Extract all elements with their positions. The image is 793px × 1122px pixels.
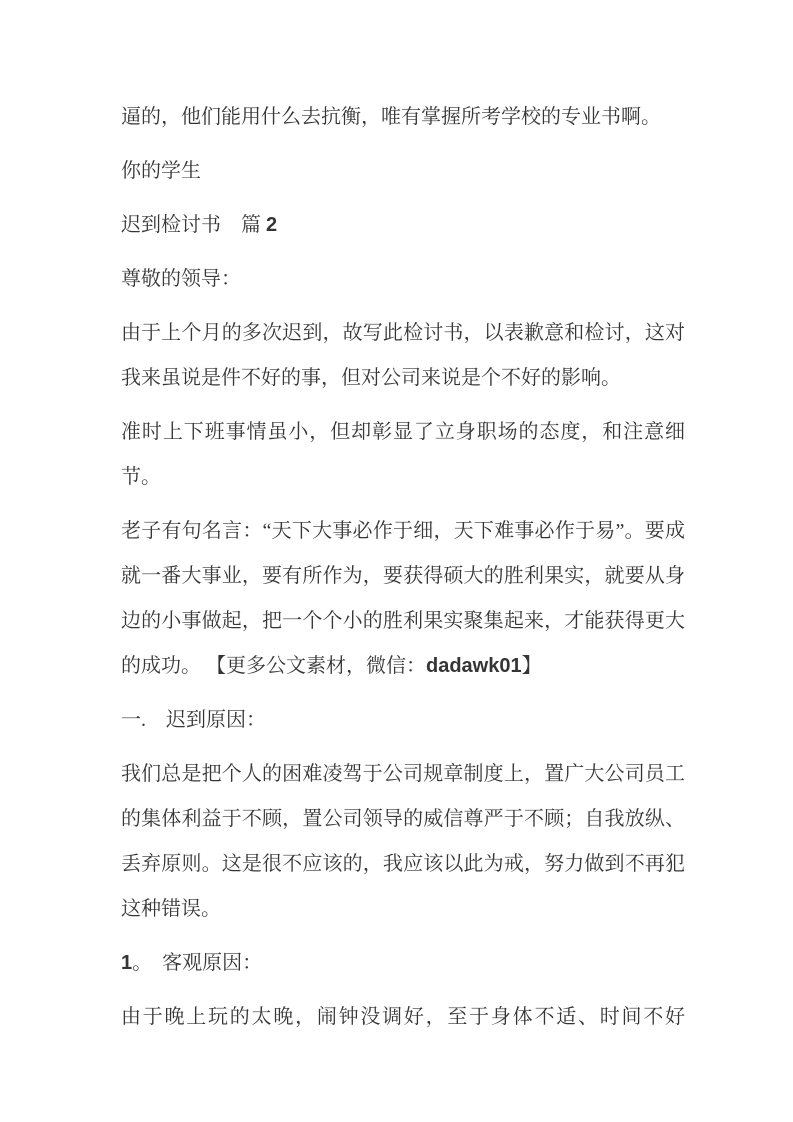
text-run: 老子有句名言：“天下大事必作于细，天下难事必作于易”。要成就一番大事业，要有所作为，要获得硕大的胜利果实，就要从身边的小事做起，把一个个小的胜利果实聚集起来，才能获得更大的成功。 【更多公文素材，微信： xyxy=(121,520,685,677)
text-run: 由于上个月的多次迟到，故写此检讨书，以表歉意和检讨，这对我来虽说是件不好的事，但对公司来说是个不好的影响。 xyxy=(121,322,685,389)
paragraph xyxy=(121,149,685,194)
paragraph xyxy=(121,95,685,140)
text-run-bold: dadawk01 xyxy=(426,655,522,677)
paragraph xyxy=(121,995,685,1040)
paragraph xyxy=(121,752,685,932)
paragraph xyxy=(121,509,685,689)
text-run: 由于晚上玩的太晚，闹钟没调好，至于身体不适、时间不好 xyxy=(121,1006,685,1028)
text-run: 我们总是把个人的困难凌驾于公司规章制度上，置广大公司员工的集体利益于不顾，置公司领导的威信尊严于不顾；自我放纵、丢弃原则。这是很不应该的，我应该以此为戒，努力做到不再犯这种错误。 xyxy=(121,763,685,920)
paragraph xyxy=(121,203,685,248)
text-run: 尊敬的领导： xyxy=(121,268,241,290)
text-run: 迟到检讨书 篇 xyxy=(121,214,266,236)
paragraph xyxy=(121,941,685,986)
text-run: 】 xyxy=(521,655,542,677)
text-run: 你的学生 xyxy=(121,160,201,182)
text-run: 一. 迟到原因： xyxy=(121,709,266,731)
paragraph xyxy=(121,410,685,500)
text-run: 。 客观原因： xyxy=(132,952,263,974)
document-body xyxy=(121,95,685,1049)
text-run: 逼的，他们能用什么去抗衡，唯有掌握所考学校的专业书啊。 xyxy=(121,106,661,128)
text-run: 准时上下班事情虽小，但却彰显了立身职场的态度，和注意细节。 xyxy=(121,421,685,488)
paragraph xyxy=(121,257,685,302)
paragraph xyxy=(121,311,685,401)
text-run-bold: 2 xyxy=(266,214,278,236)
paragraph xyxy=(121,698,685,743)
text-run-bold: 1 xyxy=(121,952,133,974)
